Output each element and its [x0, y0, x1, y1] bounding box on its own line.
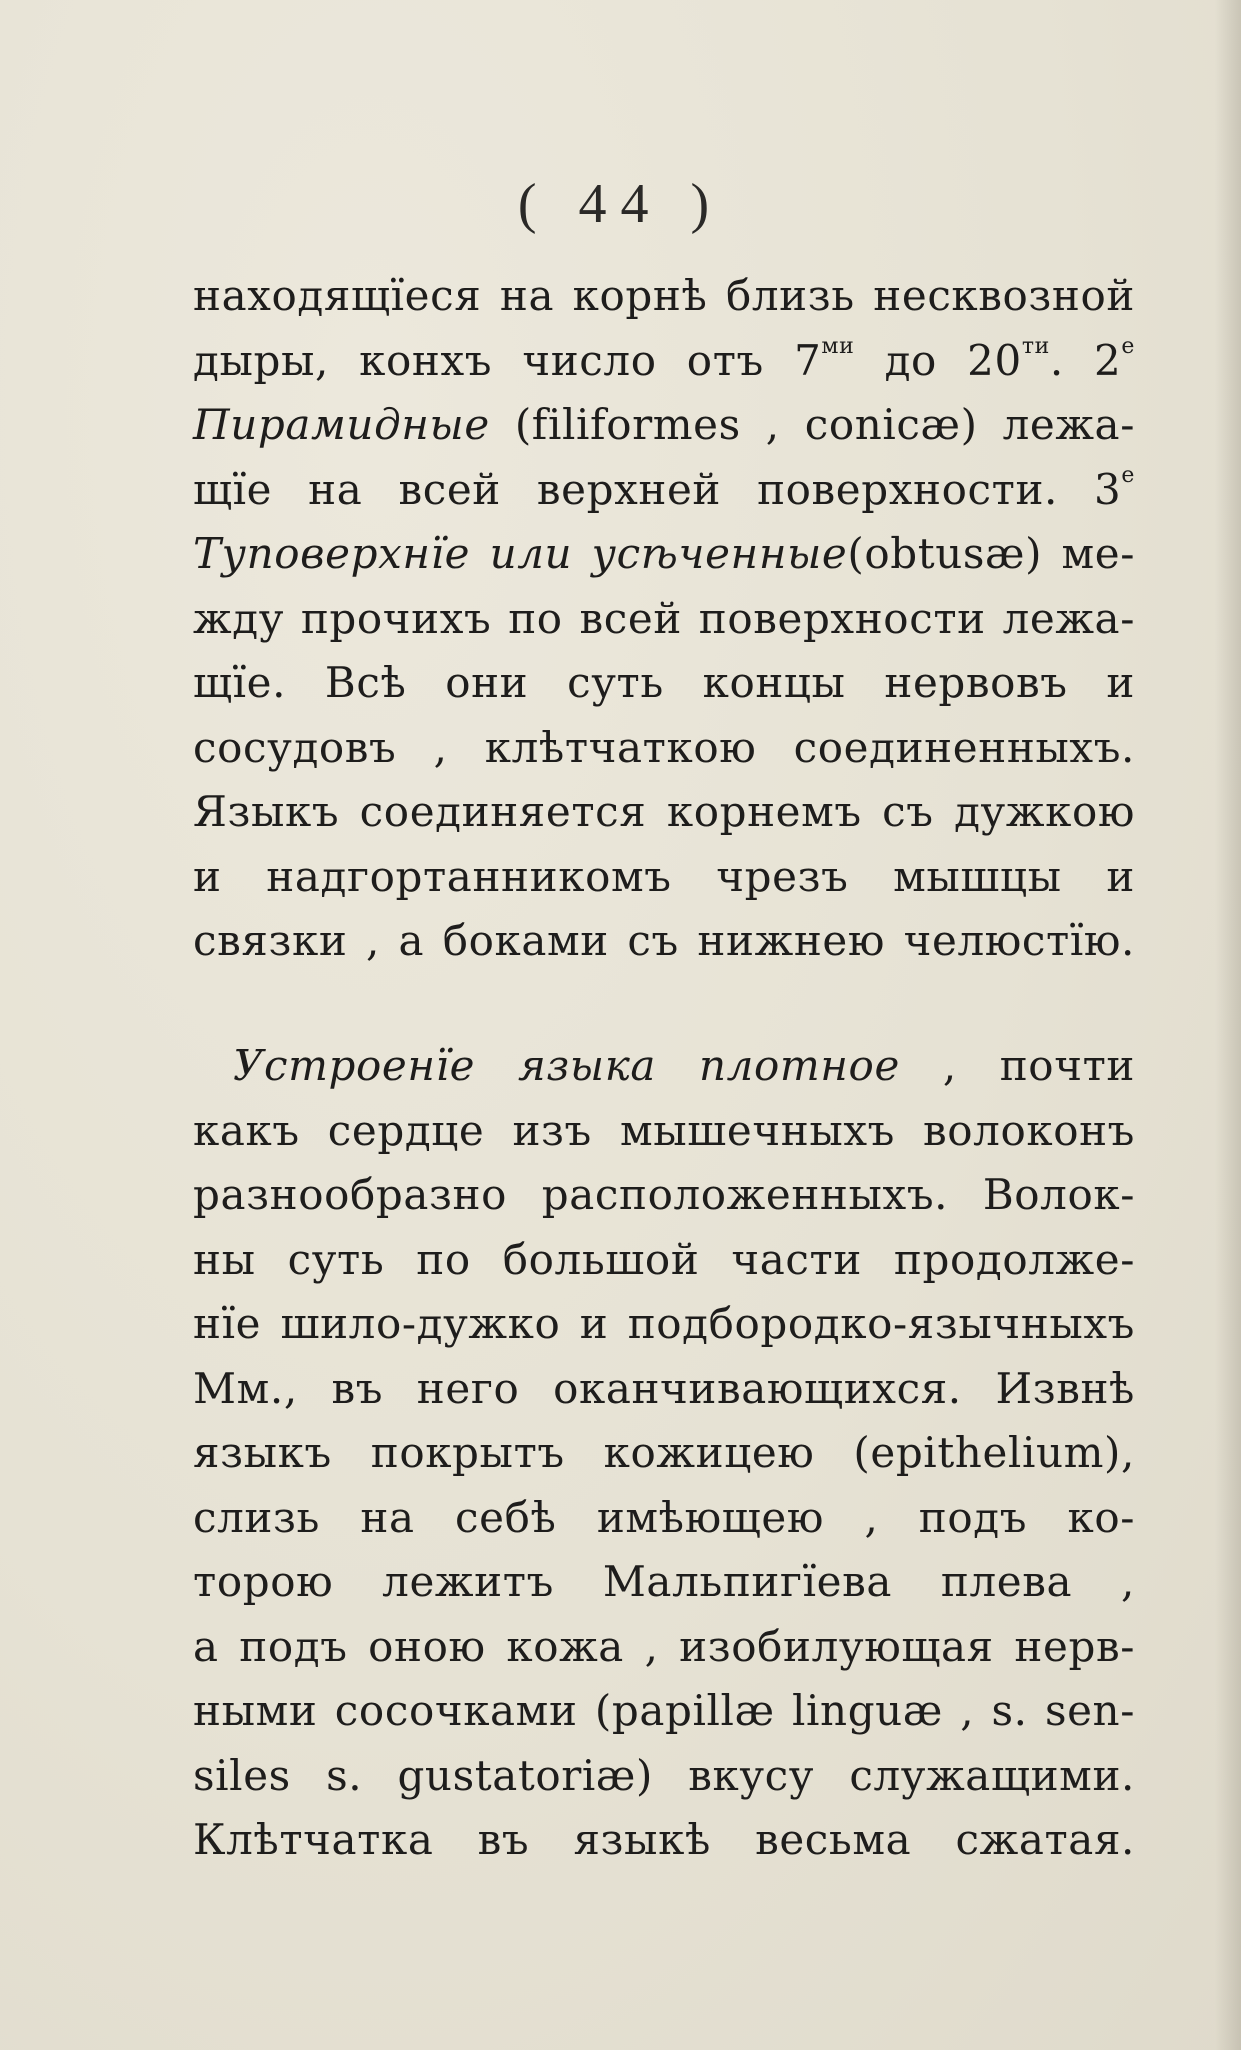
- text-line: дыры, конхъ число отъ $7^{ми}$ до $20^{ти}$. $2^е$: [193, 333, 1135, 385]
- text-line: Языкъ соединяется корнемъ съ дужкою: [193, 787, 1135, 836]
- text-line: Туповерхнїе или усѣченные(obtusæ) ме-: [193, 529, 1136, 578]
- text-line: сосудовъ , клѣтчаткою соединенныхъ.: [193, 722, 1135, 772]
- text-line: ны суть по большой части продолже-: [193, 1234, 1135, 1284]
- italic-term: Пирамидные: [193, 400, 490, 449]
- italic-term: Туповерхнїе или усѣченные: [193, 529, 848, 578]
- italic-term: Устроенїе языка плотное: [233, 1041, 900, 1090]
- text-line: щїе на всей верхней поверхности. $3^е$: [193, 462, 1135, 514]
- text-line: Мм., въ него оканчивающихся. Извнѣ: [193, 1363, 1135, 1413]
- text-line: языкъ покрытъ кожицею (epithelium),: [193, 1428, 1135, 1477]
- page-number: ( 44 ): [517, 173, 724, 235]
- text-line: связки , а боками съ нижнею челюстїю.: [193, 916, 1135, 965]
- text-line: находящїеся на корнѣ близь несквозной: [193, 271, 1135, 320]
- paragraph-1: [193, 264, 1135, 974]
- text-line: Клѣтчатка въ языкѣ весьма сжатая.: [193, 1815, 1135, 1864]
- text-line: нїе шило-дужко и подбородко-язычныхъ: [193, 1299, 1135, 1348]
- text-line: Пирамидные (filiformes , conicæ) лежа-: [193, 400, 1135, 449]
- text-line: торою лежитъ Мальпигїева плева ,: [193, 1557, 1135, 1606]
- text-line: разнообразно расположенныхъ. Волок-: [193, 1170, 1135, 1219]
- text-line: ными сосочками (papillæ linguæ , s. sen-: [193, 1686, 1135, 1735]
- page-edge-shadow: [1215, 0, 1241, 2050]
- text-line: и надгортанникомъ чрезъ мышцы и: [193, 851, 1135, 901]
- text-line: какъ сердце изъ мышечныхъ волоконъ: [193, 1105, 1135, 1155]
- text-line: щїе. Всѣ они суть концы нервовъ и: [193, 658, 1135, 707]
- paragraph-2: [193, 1034, 1135, 1873]
- text-line: а подъ оною кожа , изобилующая нерв-: [193, 1621, 1135, 1671]
- text-line: слизь на себѣ имѣющею , подъ ко-: [193, 1492, 1135, 1542]
- text-line: siles s. gustatoriæ) вкусу служащими.: [193, 1750, 1135, 1800]
- text-line: жду прочихъ по всей поверхности лежа-: [193, 593, 1135, 643]
- text-line: Устроенїе языка плотное , почти: [233, 1041, 1135, 1090]
